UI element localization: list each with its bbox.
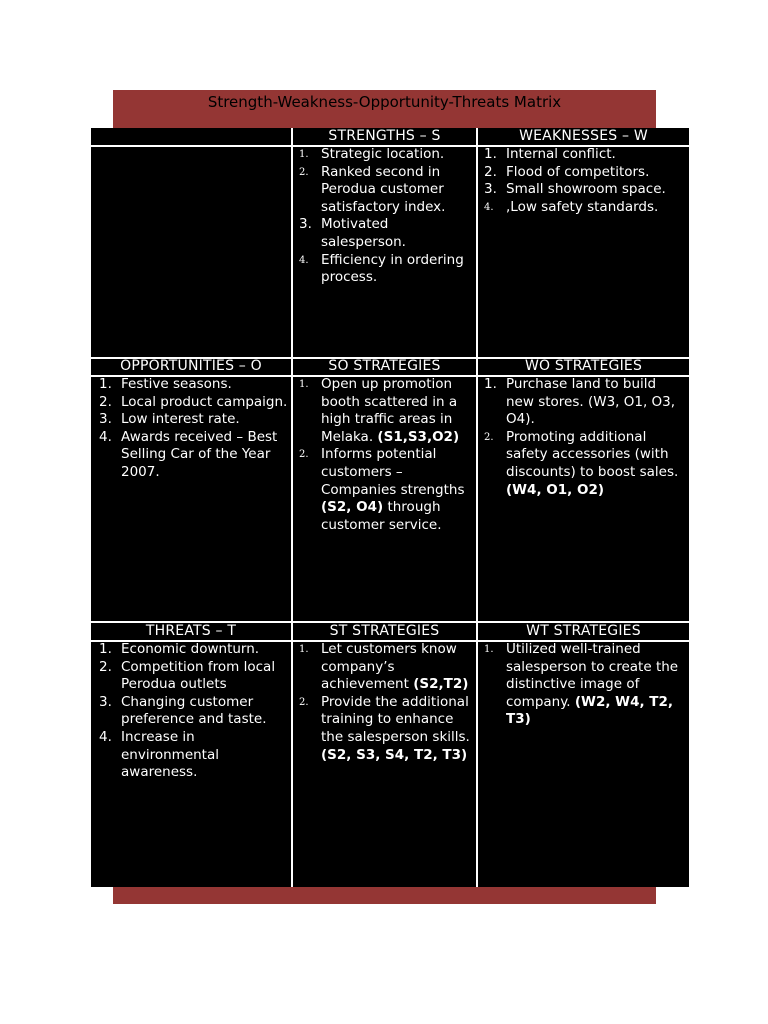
- list-number: 3.: [484, 181, 497, 198]
- list-text: Local product campaign.: [121, 393, 288, 410]
- column-divider: [291, 128, 293, 887]
- reference-codes: (W2, W4, T2, T3): [506, 693, 674, 728]
- opportunities-cell: [99, 376, 289, 482]
- list-item: [99, 658, 289, 694]
- list-item: [299, 216, 471, 251]
- list-text: Utilized well-trained salesperson to create the distinctive image of company.: [506, 641, 679, 710]
- list-number: 1.: [99, 376, 112, 392]
- list-item: [484, 163, 686, 182]
- list-number: 3.: [99, 693, 112, 710]
- list-number: 2.: [299, 696, 309, 708]
- list-item: [484, 428, 686, 499]
- list-number: 1.: [484, 644, 494, 655]
- list-text: Awards received – Best Selling Car of the Year 2007.: [121, 428, 278, 480]
- list-item: [99, 411, 289, 429]
- header-so-strategies: SO STRATEGIES: [328, 358, 441, 374]
- list-text: Competition from local Perodua outlets: [121, 658, 276, 693]
- list-item: [99, 693, 289, 729]
- header-st-strategies: ST STRATEGIES: [329, 623, 440, 639]
- wo-strategies-cell: [484, 376, 686, 499]
- list-text: Increase in environmental awareness.: [121, 728, 220, 781]
- so-strategies-cell: [299, 376, 471, 534]
- list-number: 4.: [484, 201, 494, 213]
- list-number: 4.: [99, 428, 112, 445]
- list-item: [99, 728, 289, 782]
- list-item: [299, 641, 471, 694]
- list-number: 4.: [299, 254, 309, 266]
- list-text: Ranked second in Perodua customer satisfactory index.: [321, 163, 446, 215]
- list-text: Motivated salesperson.: [321, 216, 406, 250]
- list-number: 2.: [299, 166, 309, 178]
- list-text: Efficiency in ordering process.: [321, 251, 464, 286]
- list-number: 2.: [99, 658, 112, 675]
- list-text: Let customers know company’s achievement: [321, 641, 457, 693]
- list-text: Low interest rate.: [121, 411, 240, 428]
- list-text-tail: through customer service.: [321, 499, 442, 533]
- header-wo-strategies: WO STRATEGIES: [524, 358, 643, 374]
- strengths-cell: [299, 146, 471, 287]
- list-text: Small showroom space.: [506, 181, 666, 198]
- list-item: [299, 376, 471, 446]
- list-text: Provide the additional training to enhance the salesperson skills.: [321, 693, 470, 745]
- header-wt-strategies: WT STRATEGIES: [526, 623, 641, 639]
- list-item: [299, 693, 471, 764]
- list-text: Promoting additional safety accessories (with discounts) to boost sales.: [506, 428, 679, 480]
- list-number: 1.: [299, 379, 309, 390]
- list-item: [299, 163, 471, 217]
- list-number: 2.: [299, 449, 309, 461]
- list-number: 2.: [99, 393, 112, 410]
- list-text: Changing customer preference and taste.: [121, 693, 267, 728]
- header-threats: THREATS – T: [145, 623, 237, 639]
- reference-codes: (W4, O1, O2): [506, 481, 605, 498]
- title-banner: [113, 90, 656, 128]
- list-item: [299, 446, 471, 534]
- list-text: Festive seasons.: [121, 376, 232, 392]
- st-strategies-cell: [299, 641, 471, 764]
- reference-codes: (S2, O4): [321, 499, 384, 516]
- list-number: 2.: [484, 163, 497, 180]
- list-number: 1.: [299, 149, 309, 160]
- list-item: [484, 641, 686, 729]
- list-item: [484, 181, 686, 199]
- list-text: ,Low safety standards.: [506, 198, 659, 215]
- list-number: 1.: [484, 146, 497, 162]
- list-item: [484, 146, 686, 164]
- wt-strategies-cell: [484, 641, 686, 729]
- list-number: 1.: [484, 376, 497, 392]
- reference-codes: (S1,S3,O2): [377, 428, 460, 445]
- header-strengths: STRENGTHS – S: [328, 128, 441, 144]
- list-item: [484, 376, 686, 429]
- list-text: Strategic location.: [321, 146, 445, 162]
- header-opportunities: OPPORTUNITIES – O: [120, 358, 262, 374]
- list-item: [299, 251, 471, 287]
- list-text: Purchase land to build new stores. (W3, O1, O3, O4).: [506, 376, 676, 428]
- list-text: Economic downturn.: [121, 641, 260, 657]
- footer-banner: [113, 887, 656, 904]
- list-number: 2.: [484, 431, 494, 443]
- header-weaknesses: WEAKNESSES – W: [519, 128, 648, 144]
- reference-codes: (S2,T2): [413, 676, 469, 693]
- list-text: Internal conflict.: [506, 146, 616, 162]
- list-item: [484, 198, 686, 217]
- page-title: Strength-Weakness-Opportunity-Threats Matrix: [207, 93, 562, 111]
- reference-codes: (S2, S3, S4, T2, T3): [321, 746, 468, 763]
- threats-cell: [99, 641, 289, 782]
- column-divider: [476, 128, 478, 887]
- list-number: 1.: [299, 644, 309, 655]
- list-number: 3.: [99, 411, 112, 428]
- list-text: Informs potential customers – Companies strengths: [321, 446, 465, 498]
- list-item: [99, 641, 289, 659]
- weaknesses-cell: [484, 146, 686, 216]
- list-text: Open up promotion booth scattered in a high traffic areas in Melaka.: [321, 376, 458, 445]
- swot-matrix: [91, 128, 689, 887]
- list-item: [299, 146, 471, 164]
- list-number: 1.: [99, 641, 112, 657]
- list-number: 4.: [99, 728, 112, 745]
- list-number: 3.: [299, 216, 312, 233]
- list-item: [99, 376, 289, 394]
- list-item: [99, 393, 289, 412]
- list-text: Flood of competitors.: [506, 163, 650, 180]
- list-item: [99, 428, 289, 482]
